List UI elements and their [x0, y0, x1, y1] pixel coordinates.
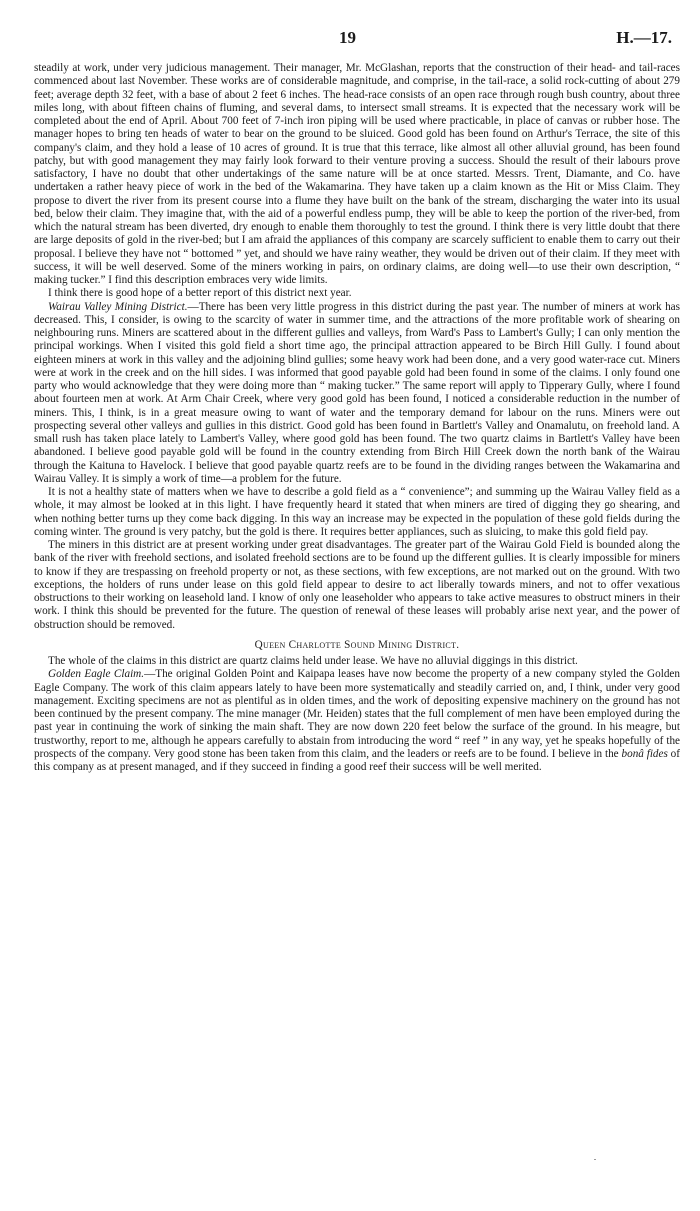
golden-eagle-lead: Golden Eagle Claim.: [48, 668, 145, 681]
paragraph: It is not a healthy state of matters when we have to describe a gold field as a “ convenience”; and summing up the Wairau Valley field as a whole, it may almost be looked at in this light. I have frequently heard it stated that when miners are tired of digging they go shearing, and when nothing better turns up they come back digging. In this way an increase may be expected in the population of these gold fields during the coming winter. The ground is very patchy, but the gold is there. It requires better appliances, such as sluicing, to make this gold field pay.: [34, 486, 680, 538]
stray-mark: [594, 1159, 596, 1160]
document-reference: H.—17.: [616, 28, 672, 47]
section-heading: Queen Charlotte Sound Mining District.: [254, 638, 460, 651]
paragraph-qcs-intro: The whole of the claims in this district are quartz claims held under lease. We have no alluvial diggings in this district.: [48, 655, 578, 667]
document-page: [34, 28, 680, 774]
page-number: 19: [339, 28, 356, 47]
wairau-district-text: —There has been very little progress in this district during the past year. The number of miners at work has decreased. This, I consider, is owing to the scarcity of water in summer time, and the attractions of the more profitable work of shearing on neighbouring runs. Miners are scattered about in the different gullies and valleys, from Ward's Pass to Lambert's Gully; I can only mention the principal workings. When I visited this gold field a short time ago, the principal attraction appeared to be Birch Hill Gully. I found about eighteen miners at work in this valley and the adjoining blind gullies; some heavy work had been done, and a very good water-race cut. Miners were at work in the creek and on the hill sides. I was informed that good payable gold had been found in some of the claims. I only found one party who would acknowledge that they were doing more than “ making tucker.” The same report will apply to Tipperary Gully, where I found about fourteen men at work. At Arm Chair Creek, where very good gold has been found, I noticed a considerable reduction in the number of miners. This, I think, is in a great measure owing to want of water and the temporary demand for labour on the runs. Miners were out prospecting several other valleys and gullies in this district. Good gold has been found in Bartlett's Valley and Onamalutu, on freehold land. A small rush has taken place lately to Lambert's Valley, where good gold has been found. The two quartz claims in Bartlett's Valley have been abandoned. I believe good payable gold will be found in the country extending from Birch Hill Creek down the north bank of the Wairau through the Kaituna to Havelock. I believe that good payable quartz reefs are to be found in the dividing ranges between the Wakamarina and Wairau Valley. It is simply a work of time—a problem for the future.: [34, 300, 680, 485]
document-body: [34, 62, 680, 774]
paragraph-wairau-district: [34, 301, 680, 487]
golden-eagle-text-a: —The original Golden Point and Kaipapa leases have now become the property of a new company styled the Golden Eagle Company. The work of this claim appears lately to have been more systematically and steadily carried on, and, I think, under very good management. Exciting specimens are not as plentiful as in olden times, and the work of depositing expensive machinery on the ground has not been continued by the present company. The mine manager (Mr. Heiden) states that the full complement of men have been employed during the past year in continuing the work of sinking the main shaft. They are now down 220 feet below the surface of the ground. In his meagre, but trustworthy, report to me, although he appears carefully to abstain from introducing the word “ reef ” in any way, yet he speaks hopefully of the prospects of the company. Very good stone has been taken from this claim, and the leaders or reefs are to be found. I believe in the: [34, 668, 680, 760]
page-header: [34, 28, 680, 62]
paragraph-continuation: steadily at work, under very judicious management. Their manager, Mr. McGlashan, reports that the construction of their head- and tail-races commenced about last November. These works are of considerable magnitude, and comprise, in the tail-race, a solid rock-cutting of about 279 feet; average depth 32 feet, with a base of about 2 feet 6 inches. The head-race consists of an open race through rough bush country, about three miles long, with about fifteen chains of fluming, and several dams, to intersect small streams. It is expected that the necessary work will be completed about the end of April. About 700 feet of 7-inch iron piping will be used where practicable, in place of canvas or rubber hose. The manager hopes to bring ten heads of water to bear on the ground to be sluiced. Good gold has been found on Arthur's Terrace, the site of this company's claim, and they hold a lease of 10 acres of ground. It is true that this terrace, like almost all other alluvial ground, has been found patchy, but with good management they may fairly look forward to their venture proving a success. Should the result of their labours prove satisfactory, I have no doubt that other undertakings of the same nature will be at once started. Messrs. Trent, Diamante, and Co. have undertaken a rather heavy piece of work in the bed of the Wakamarina. They have taken up a claim known as the Hit or Miss Claim. They propose to divert the river from its present course into a flume they have built on the bank of the stream, discharging the water into its usual bed, below their claim. They imagine that, with the aid of a powerful endless pump, they will be able to keep the portion of the river-bed, from which the natural stream has been diverted, dry enough to enable them thoroughly to test the ground. I think there is very little doubt that there are large deposits of gold in the river-bed; but I am afraid the appliances of this company are scarcely sufficient to enable them to carry out their proposal. I believe they have not “ bottomed ” yet, and should we have rainy weather, they would be driven out of their claim. If they meet with success, it will be well deserved. Some of the miners working in pairs, on ordinary claims, are doing well—to use their own description, “ making tucker.” I find this description embraces very wide limits.: [34, 62, 680, 286]
wairau-district-lead: Wairau Valley Mining District.: [48, 300, 188, 313]
paragraph: I think there is good hope of a better report of this district next year.: [48, 287, 352, 300]
golden-eagle-italic-phrase: bonâ fides: [621, 747, 668, 760]
paragraph-golden-eagle: [34, 668, 680, 774]
paragraph: The miners in this district are at present working under great disadvantages. The greater part of the Wairau Gold Field is bounded along the bank of the river with freehold sections, and isolated freehold sections are to be found up the different gullies. It is clearly impossible for miners to know if they are trespassing on freehold property or not, as these sections, with few exceptions, are not marked out on the ground. With two exceptions, the holders of runs under lease on this gold field appear to desire to act liberally towards miners, and not to offer vexatious obstructions to their working on leasehold land. I know of only one leaseholder who appears to take active measures to obstruct miners in their work. I think this should be prevented for the future. The question of renewal of these leases will probably arise next year, and the power of obstruction should be removed.: [34, 539, 680, 631]
golden-eagle-text-b: of this company as at present managed, and if they succeed in finding a good reef their success will be well merited.: [34, 747, 680, 773]
